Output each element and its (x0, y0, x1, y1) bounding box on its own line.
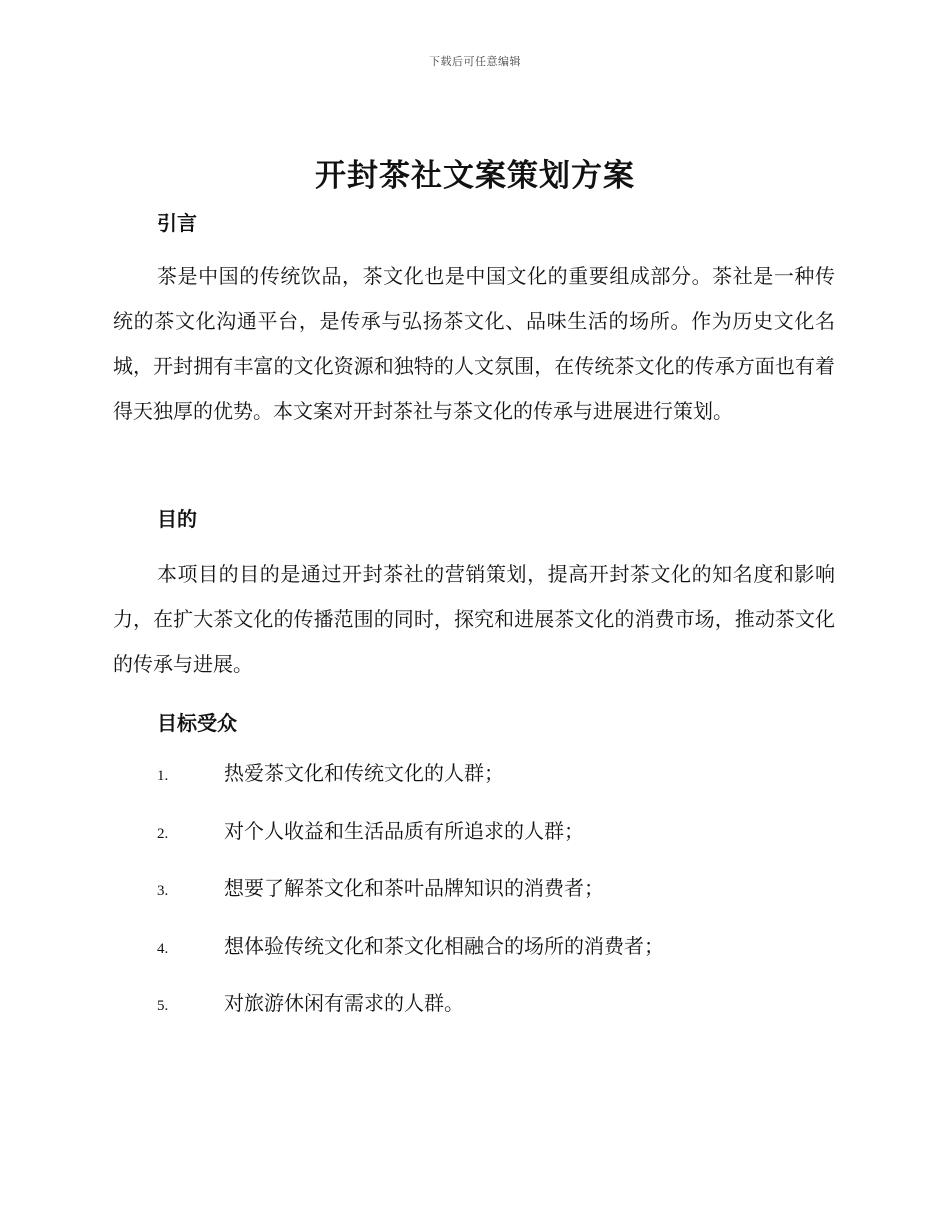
purpose-paragraph: 本项目的目的是通过开封茶社的营销策划，提高开封茶文化的知名度和影响力，在扩大茶文化的传播范围的同时，探究和进展茶文化的消费市场，推动茶文化的传承与进展。 (113, 562, 835, 676)
document-title: 开封茶社文案策划方案 (315, 158, 635, 194)
list-item-number: 2. (157, 825, 169, 842)
list-item-text: 对旅游休闲有需求的人群。 (224, 991, 464, 1015)
list-item (157, 930, 664, 988)
header-note: 下载后可任意编辑 (429, 55, 521, 68)
list-item-text: 想体验传统文化和茶文化相融合的场所的消费者； (224, 933, 664, 958)
audience-list (157, 757, 664, 1045)
list-item-number: 4. (157, 940, 169, 957)
list-item-text: 热爱茶文化和传统文化的人群； (224, 761, 504, 785)
list-item (157, 815, 664, 873)
list-item-number: 3. (157, 883, 169, 899)
list-item-text: 对个人收益和生活品质有所追求的人群； (224, 818, 584, 843)
list-item-number: 1. (157, 768, 169, 784)
list-item-number: 5. (157, 998, 169, 1014)
section-heading-intro: 引言 (157, 211, 197, 235)
list-item-text: 想要了解茶文化和茶叶品牌知识的消费者； (224, 876, 604, 900)
section-heading-audience: 目标受众 (157, 711, 237, 735)
list-item (157, 872, 664, 930)
list-item (157, 757, 664, 815)
intro-paragraph: 茶是中国的传统饮品，茶文化也是中国文化的重要组成部分。茶社是一种传统的茶文化沟通平台，是传承与弘扬茶文化、品味生活的场所。作为历史文化名城，开封拥有丰富的文化资源和独特的人文氛围，在传统茶文化的传承方面也有着得天独厚的优势。本文案对开封茶社与茶文化的传承与进展进行策划。 (113, 264, 835, 423)
list-item (157, 987, 664, 1045)
section-heading-purpose: 目的 (157, 507, 197, 531)
